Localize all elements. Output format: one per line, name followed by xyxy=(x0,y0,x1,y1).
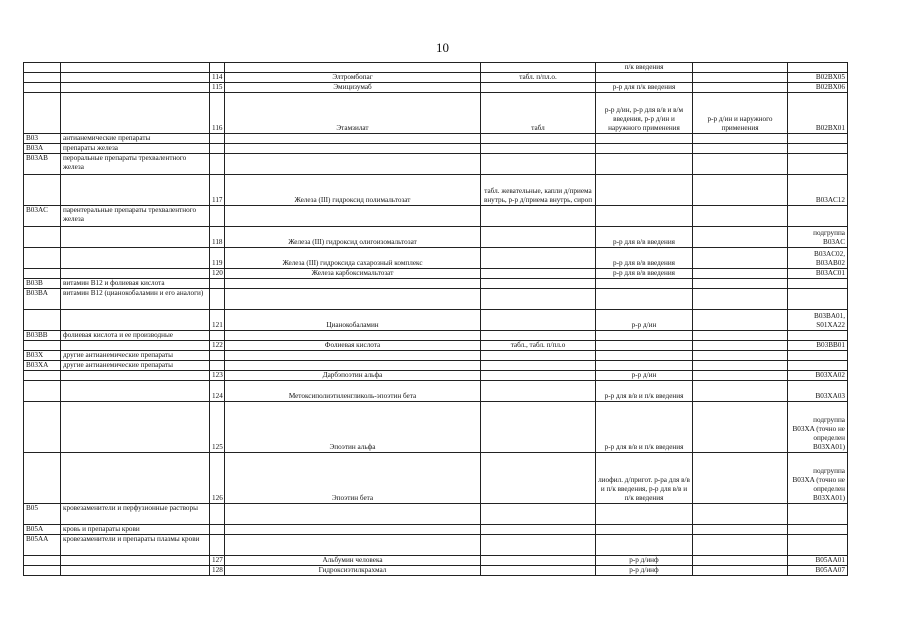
atc-group-code: B03AC xyxy=(24,206,61,227)
table-row xyxy=(24,175,848,206)
route-of-administration: лиофил. д/пригот. р-ра для в/в и п/к введения, р-р для в/в и п/к введения xyxy=(596,453,693,504)
atc-code xyxy=(788,361,848,371)
row-number: 122 xyxy=(210,341,225,351)
drug-name: Альбумин человека xyxy=(225,556,481,566)
atc-group-code xyxy=(24,341,61,351)
atc-group-code xyxy=(24,453,61,504)
group-name: кровезаменители и перфузионные растворы xyxy=(61,504,210,525)
drug-name: Железа (III) гидроксид олигоизомальтозат xyxy=(225,227,481,248)
external-use xyxy=(693,227,788,248)
drug-name xyxy=(225,504,481,525)
dosage-form xyxy=(481,525,596,535)
table-row xyxy=(24,289,848,310)
external-use xyxy=(693,566,788,576)
dosage-form xyxy=(481,310,596,331)
route-of-administration: р-р для в/в введения xyxy=(596,227,693,248)
external-use xyxy=(693,269,788,279)
atc-group-code xyxy=(24,63,61,73)
row-number xyxy=(210,504,225,525)
table-row xyxy=(24,83,848,93)
table-row xyxy=(24,351,848,361)
dosage-form xyxy=(481,134,596,144)
atc-code xyxy=(788,206,848,227)
drug-name: Эпоэтин бета xyxy=(225,453,481,504)
dosage-form xyxy=(481,227,596,248)
drug-name: Гидроксиэтилкрахмал xyxy=(225,566,481,576)
table-row xyxy=(24,144,848,154)
route-of-administration: р-р д/инф xyxy=(596,566,693,576)
dosage-form xyxy=(481,453,596,504)
drug-name: Этамзилат xyxy=(225,93,481,134)
atc-code xyxy=(788,279,848,289)
atc-group-code xyxy=(24,402,61,453)
row-number: 114 xyxy=(210,73,225,83)
atc-code xyxy=(788,525,848,535)
atc-group-code xyxy=(24,566,61,576)
row-number xyxy=(210,525,225,535)
drug-name: Цианокобаламин xyxy=(225,310,481,331)
dosage-form: табл xyxy=(481,93,596,134)
drug-name: Фолиевая кислота xyxy=(225,341,481,351)
row-number xyxy=(210,63,225,73)
atc-code: подгруппа B03XA (точно не определен B03XA01) xyxy=(788,453,848,504)
route-of-administration: р-р д/ин, р-р для в/в и в/м введения, р-р д/ин и наружного применения xyxy=(596,93,693,134)
group-name: антианемические препараты xyxy=(61,134,210,144)
row-number: 118 xyxy=(210,227,225,248)
atc-code: B05AA07 xyxy=(788,566,848,576)
route-of-administration: р-р д/инф xyxy=(596,556,693,566)
atc-code xyxy=(788,134,848,144)
atc-group-code: B03XA xyxy=(24,361,61,371)
dosage-form xyxy=(481,154,596,175)
external-use xyxy=(693,154,788,175)
table-row xyxy=(24,525,848,535)
table-row xyxy=(24,279,848,289)
external-use xyxy=(693,361,788,371)
external-use xyxy=(693,504,788,525)
atc-code xyxy=(788,504,848,525)
dosage-form xyxy=(481,381,596,402)
row-number: 127 xyxy=(210,556,225,566)
route-of-administration xyxy=(596,175,693,206)
atc-group-code xyxy=(24,73,61,83)
route-of-administration xyxy=(596,341,693,351)
external-use xyxy=(693,525,788,535)
table-row xyxy=(24,93,848,134)
drug-name: Метоксиполиэтиленгликоль-эпоэтин бета xyxy=(225,381,481,402)
external-use xyxy=(693,453,788,504)
dosage-form xyxy=(481,351,596,361)
table-row xyxy=(24,453,848,504)
atc-code xyxy=(788,331,848,341)
drug-table-body xyxy=(24,63,848,576)
row-number xyxy=(210,144,225,154)
atc-code: B02BX01 xyxy=(788,93,848,134)
table-row xyxy=(24,402,848,453)
table-row xyxy=(24,63,848,73)
dosage-form xyxy=(481,144,596,154)
route-of-administration xyxy=(596,206,693,227)
external-use xyxy=(693,248,788,269)
atc-code xyxy=(788,351,848,361)
group-name: кровезаменители и препараты плазмы крови xyxy=(61,535,210,556)
row-number: 124 xyxy=(210,381,225,402)
row-number xyxy=(210,535,225,556)
dosage-form xyxy=(481,269,596,279)
atc-group-code xyxy=(24,556,61,566)
drug-name: Эпоэтин альфа xyxy=(225,402,481,453)
dosage-form xyxy=(481,566,596,576)
group-name xyxy=(61,341,210,351)
group-name xyxy=(61,381,210,402)
table-row xyxy=(24,361,848,371)
dosage-form xyxy=(481,361,596,371)
group-name xyxy=(61,73,210,83)
dosage-form: табл. п/пл.о. xyxy=(481,73,596,83)
atc-group-code xyxy=(24,175,61,206)
route-of-administration: р-р для в/в и п/к введения xyxy=(596,381,693,402)
atc-code xyxy=(788,289,848,310)
atc-code: B02BX05 xyxy=(788,73,848,83)
atc-code xyxy=(788,144,848,154)
dosage-form xyxy=(481,279,596,289)
external-use xyxy=(693,310,788,331)
group-name xyxy=(61,566,210,576)
external-use xyxy=(693,144,788,154)
row-number: 125 xyxy=(210,402,225,453)
atc-group-code: B03BA xyxy=(24,289,61,310)
group-name xyxy=(61,556,210,566)
drug-name: Элтромбопаг xyxy=(225,73,481,83)
route-of-administration: р-р для в/в и п/к введения xyxy=(596,402,693,453)
drug-name xyxy=(225,206,481,227)
atc-code: подгруппа B03XA (точно не определен B03XA01) xyxy=(788,402,848,453)
table-row xyxy=(24,381,848,402)
drug-name: Железа (III) гидроксида сахарозный комплекс xyxy=(225,248,481,269)
group-name: витамин B12 и фолиевая кислота xyxy=(61,279,210,289)
table-row xyxy=(24,504,848,525)
external-use xyxy=(693,351,788,361)
atc-group-code: B03 xyxy=(24,134,61,144)
group-name: пероральные препараты трехвалентного железа xyxy=(61,154,210,175)
route-of-administration xyxy=(596,351,693,361)
route-of-administration xyxy=(596,289,693,310)
row-number xyxy=(210,351,225,361)
row-number: 121 xyxy=(210,310,225,331)
external-use xyxy=(693,63,788,73)
dosage-form xyxy=(481,535,596,556)
group-name: фолиевая кислота и ее производные xyxy=(61,331,210,341)
external-use xyxy=(693,289,788,310)
atc-code: B03AC02, B03AB02 xyxy=(788,248,848,269)
route-of-administration xyxy=(596,144,693,154)
table-row xyxy=(24,134,848,144)
row-number: 123 xyxy=(210,371,225,381)
drug-name xyxy=(225,154,481,175)
group-name: парентеральные препараты трехвалентного железа xyxy=(61,206,210,227)
drug-name xyxy=(225,535,481,556)
route-of-administration: р-р для в/в введения xyxy=(596,269,693,279)
route-of-administration xyxy=(596,279,693,289)
route-of-administration: р-р для п/к введения xyxy=(596,83,693,93)
atc-code: B03XA03 xyxy=(788,381,848,402)
atc-code: B03AC12 xyxy=(788,175,848,206)
atc-group-code: B05A xyxy=(24,525,61,535)
table-row xyxy=(24,227,848,248)
dosage-form: табл. жевательные, капли д/приема внутрь, р-р д/приема внутрь, сироп xyxy=(481,175,596,206)
table-row xyxy=(24,556,848,566)
route-of-administration xyxy=(596,134,693,144)
row-number xyxy=(210,361,225,371)
atc-code xyxy=(788,63,848,73)
table-row xyxy=(24,248,848,269)
external-use xyxy=(693,371,788,381)
drug-name: Дарбэпоэтин альфа xyxy=(225,371,481,381)
group-name xyxy=(61,175,210,206)
drug-name xyxy=(225,331,481,341)
row-number: 115 xyxy=(210,83,225,93)
table-row xyxy=(24,331,848,341)
route-of-administration xyxy=(596,535,693,556)
dosage-form xyxy=(481,331,596,341)
group-name xyxy=(61,453,210,504)
atc-group-code: B03A xyxy=(24,144,61,154)
external-use xyxy=(693,402,788,453)
group-name: препараты железа xyxy=(61,144,210,154)
external-use xyxy=(693,73,788,83)
route-of-administration: п/к введения xyxy=(596,63,693,73)
table-row xyxy=(24,535,848,556)
row-number xyxy=(210,279,225,289)
atc-group-code: B03BB xyxy=(24,331,61,341)
table-row xyxy=(24,154,848,175)
table-row xyxy=(24,566,848,576)
atc-group-code xyxy=(24,248,61,269)
group-name: витамин B12 (цианокобаламин и его аналоги) xyxy=(61,289,210,310)
drug-name xyxy=(225,134,481,144)
group-name xyxy=(61,371,210,381)
group-name xyxy=(61,93,210,134)
route-of-administration: р-р д/ин xyxy=(596,371,693,381)
dosage-form xyxy=(481,63,596,73)
atc-code: B03AC01 xyxy=(788,269,848,279)
dosage-form: табл., табл. п/пл.о xyxy=(481,341,596,351)
row-number: 116 xyxy=(210,93,225,134)
route-of-administration xyxy=(596,331,693,341)
atc-group-code: B03AB xyxy=(24,154,61,175)
atc-group-code xyxy=(24,93,61,134)
table-row xyxy=(24,310,848,331)
atc-group-code: B05 xyxy=(24,504,61,525)
external-use xyxy=(693,381,788,402)
external-use: р-р д/ин и наружного применения xyxy=(693,93,788,134)
table-row xyxy=(24,269,848,279)
external-use xyxy=(693,134,788,144)
route-of-administration: р-р для в/в введения xyxy=(596,248,693,269)
atc-code: B02BX06 xyxy=(788,83,848,93)
dosage-form xyxy=(481,83,596,93)
group-name xyxy=(61,63,210,73)
dosage-form xyxy=(481,402,596,453)
row-number: 128 xyxy=(210,566,225,576)
group-name xyxy=(61,402,210,453)
drug-name xyxy=(225,279,481,289)
atc-group-code xyxy=(24,227,61,248)
dosage-form xyxy=(481,248,596,269)
drug-name xyxy=(225,63,481,73)
external-use xyxy=(693,331,788,341)
atc-group-code xyxy=(24,269,61,279)
atc-group-code: B03B xyxy=(24,279,61,289)
row-number: 119 xyxy=(210,248,225,269)
drug-table xyxy=(23,62,848,576)
drug-name xyxy=(225,361,481,371)
atc-group-code xyxy=(24,371,61,381)
group-name: кровь и препараты крови xyxy=(61,525,210,535)
page-number: 10 xyxy=(436,40,449,55)
row-number: 117 xyxy=(210,175,225,206)
row-number xyxy=(210,331,225,341)
drug-name xyxy=(225,525,481,535)
atc-code: B03XA02 xyxy=(788,371,848,381)
group-name xyxy=(61,310,210,331)
row-number: 126 xyxy=(210,453,225,504)
drug-name: Эмицизумаб xyxy=(225,83,481,93)
atc-code xyxy=(788,535,848,556)
group-name xyxy=(61,269,210,279)
atc-group-code xyxy=(24,83,61,93)
row-number xyxy=(210,134,225,144)
dosage-form xyxy=(481,206,596,227)
row-number xyxy=(210,206,225,227)
group-name: другие антианемические препараты xyxy=(61,351,210,361)
group-name xyxy=(61,83,210,93)
table-row xyxy=(24,371,848,381)
external-use xyxy=(693,175,788,206)
dosage-form xyxy=(481,556,596,566)
atc-group-code: B05AA xyxy=(24,535,61,556)
table-row xyxy=(24,341,848,351)
route-of-administration xyxy=(596,361,693,371)
drug-name: Железа (III) гидроксид полимальтозат xyxy=(225,175,481,206)
route-of-administration xyxy=(596,504,693,525)
table-row xyxy=(24,73,848,83)
group-name xyxy=(61,227,210,248)
row-number: 120 xyxy=(210,269,225,279)
dosage-form xyxy=(481,504,596,525)
drug-name xyxy=(225,144,481,154)
atc-code: подгруппа B03AC xyxy=(788,227,848,248)
dosage-form xyxy=(481,371,596,381)
drug-name xyxy=(225,289,481,310)
atc-group-code xyxy=(24,381,61,402)
route-of-administration: р-р д/ин xyxy=(596,310,693,331)
atc-code xyxy=(788,154,848,175)
row-number xyxy=(210,154,225,175)
external-use xyxy=(693,556,788,566)
route-of-administration xyxy=(596,525,693,535)
drug-name xyxy=(225,351,481,361)
atc-code: B05AA01 xyxy=(788,556,848,566)
row-number xyxy=(210,289,225,310)
atc-group-code: B03X xyxy=(24,351,61,361)
route-of-administration xyxy=(596,73,693,83)
external-use xyxy=(693,535,788,556)
drug-name: Железа карбоксимальтозат xyxy=(225,269,481,279)
atc-code: B03BB01 xyxy=(788,341,848,351)
atc-code: B03BA01, S01XA22 xyxy=(788,310,848,331)
external-use xyxy=(693,341,788,351)
table-row xyxy=(24,206,848,227)
external-use xyxy=(693,206,788,227)
atc-group-code xyxy=(24,310,61,331)
external-use xyxy=(693,279,788,289)
group-name xyxy=(61,248,210,269)
route-of-administration xyxy=(596,154,693,175)
dosage-form xyxy=(481,289,596,310)
group-name: другие антианемические препараты xyxy=(61,361,210,371)
external-use xyxy=(693,83,788,93)
